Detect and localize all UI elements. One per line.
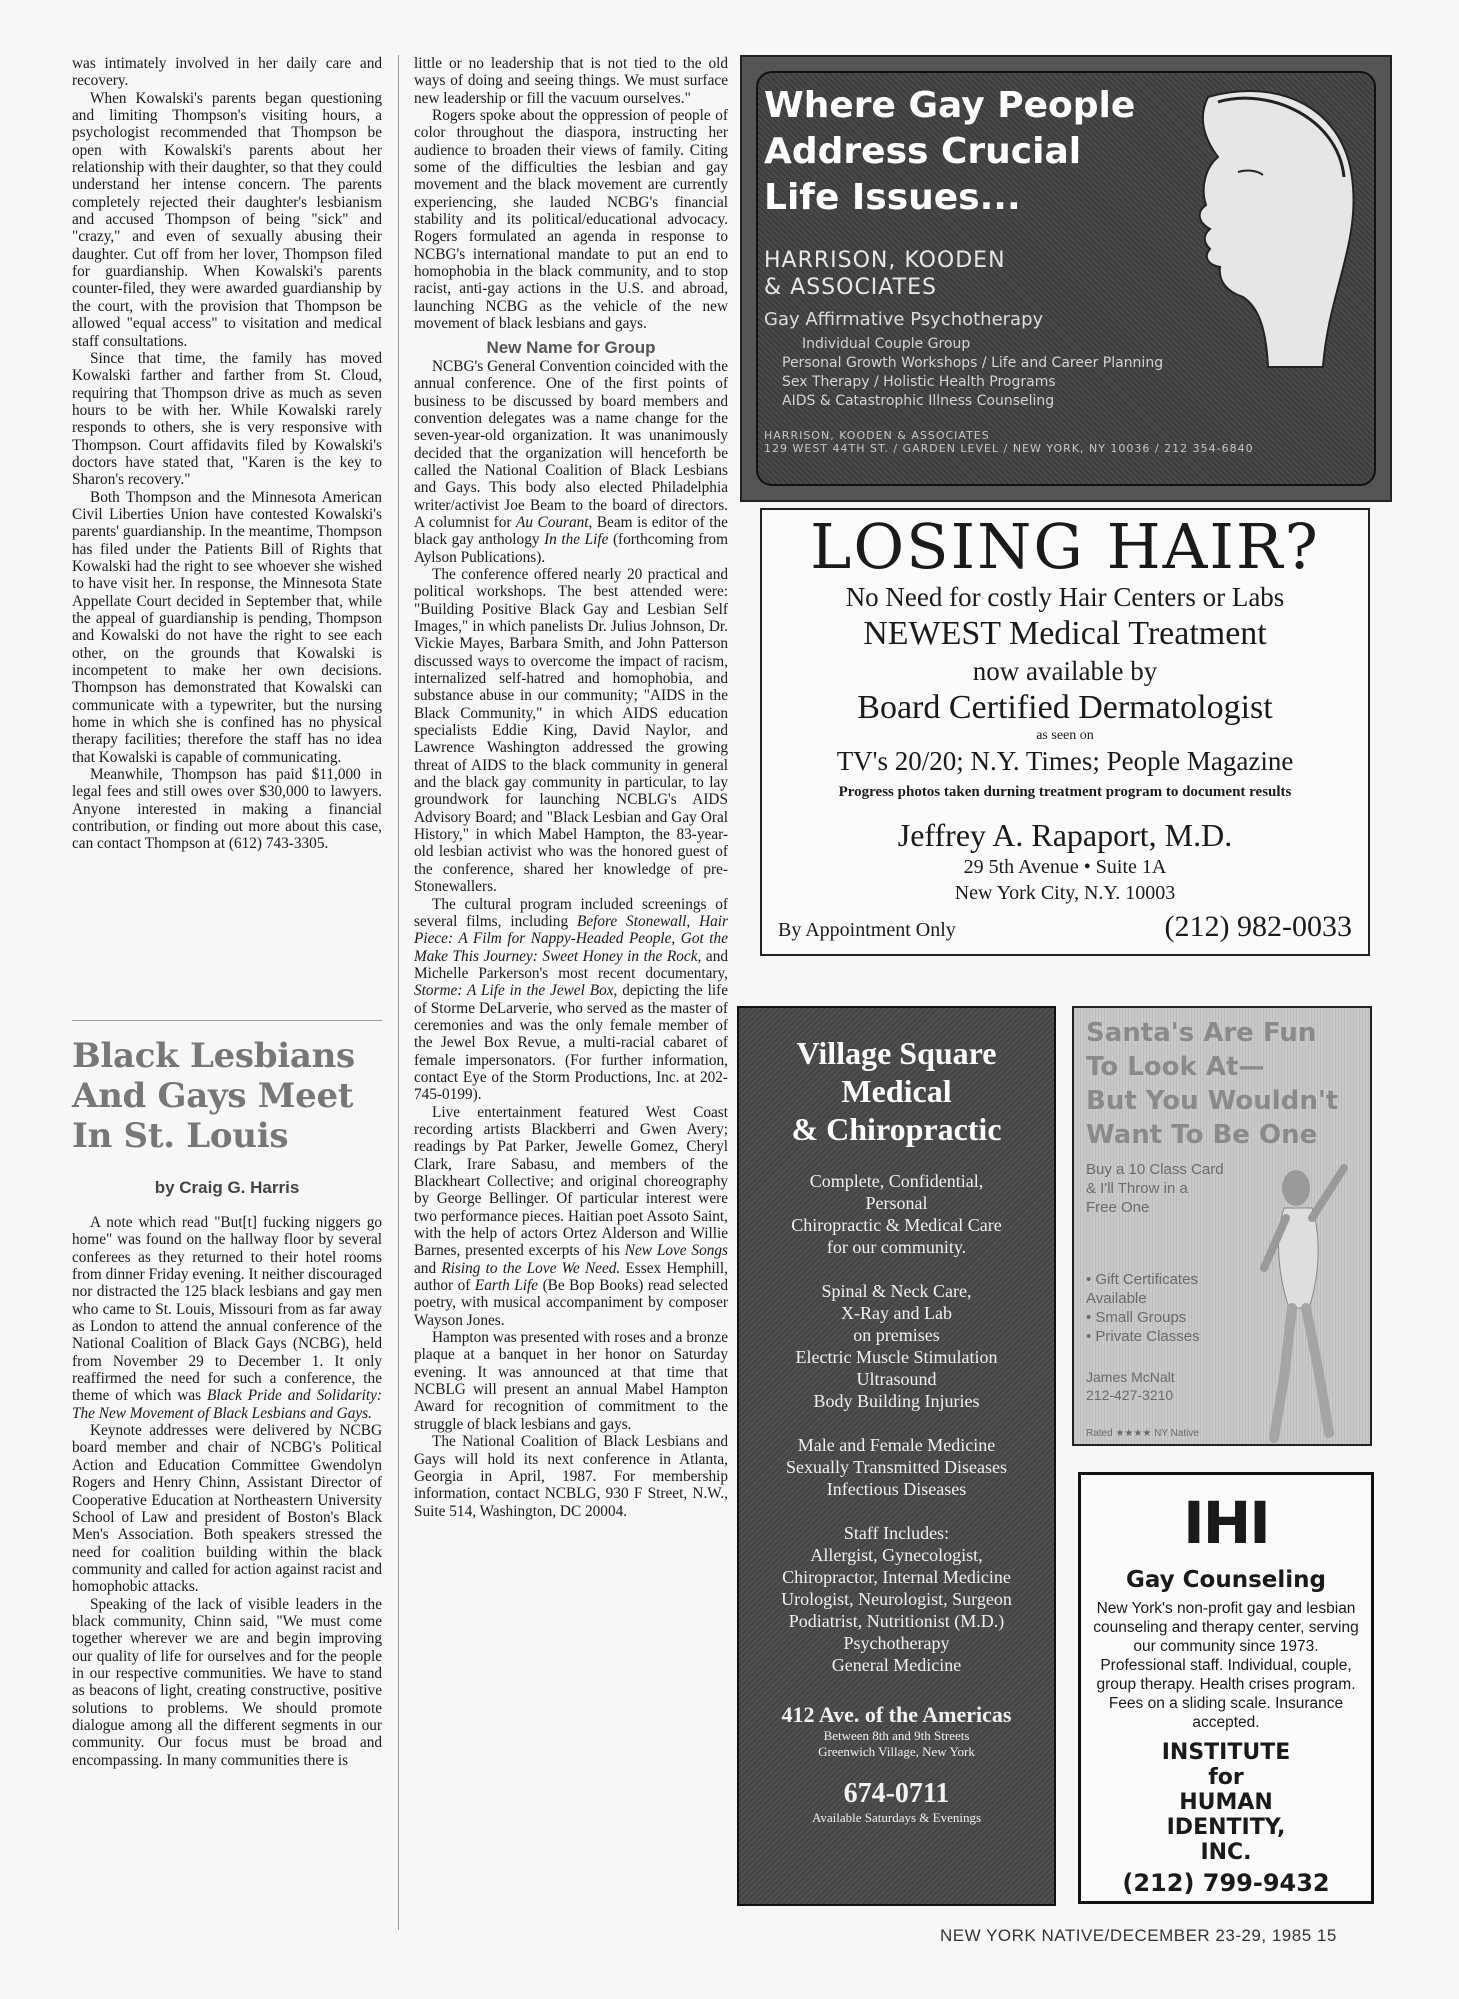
ad-line: TV's 20/20; N.Y. Times; People Magazine — [836, 746, 1294, 776]
ad-firm-name: HARRISON, KOODEN & ASSOCIATES — [764, 248, 1006, 300]
ad-body: New York's non-profit gay and lesbian counseling and therapy center, serving our community since 1973. Professional staff. Individual, couple, group therapy. Health crises program. Fees on a sliding scale. Insurance accepted. — [1093, 1600, 1359, 1731]
paragraph: Keynote addresses were delivered by NCBG board member and chair of NCBG's Political Action and Education Committee Gwendolyn Rogers and Henry Chinn, Assistant Director of Cooperative Education at Northeastern University School of Law and president of Boston's Black Men's Association. Both speakers stressed the need for coalition building within the black community and called for action against racist and homophobic attacks. — [72, 1422, 382, 1596]
ad-village-square — [737, 1006, 1056, 1906]
section-divider — [72, 1020, 382, 1021]
ad-list: • Gift Certificates Available • Small Groups • Private Classes — [1086, 1271, 1200, 1345]
ad-hours: Available Saturdays & Evenings — [811, 1810, 982, 1825]
ihi-logo: IHI — [1183, 1489, 1269, 1557]
ad-headline: Gay Counseling — [1125, 1567, 1326, 1593]
ad-block: Male and Female Medicine Sexually Transmitted Diseases Infectious Diseases — [786, 1435, 1007, 1499]
article-byline: by Craig G. Harris — [154, 1178, 300, 1197]
paragraph: Hampton was presented with roses and a bronze plaque at a banquet in her honor on Saturday evening. It was announced at that time that NCBLG will present an annual Mabel Hampton Award for recognition of commitment to the struggle of black lesbians and gays. — [414, 1329, 728, 1433]
ad-line: NEWEST Medical Treatment — [863, 615, 1267, 652]
article-column-2 — [414, 55, 728, 1520]
ad-line: No Need for costly Hair Centers or Labs — [845, 582, 1285, 612]
ad-line: Board Certified Dermatologist — [857, 689, 1273, 726]
paragraph: The conference offered nearly 20 practical and political workshops. The best attended were: "Building Positive Black Gay and Lesbian Self Images," in which panelists Dr. Julius Johnson, Dr. Vickie Mayes, Barbara Smith, and John Patterson discussed ways to overcome the impact of racism, internalized self-hatred and homophobia, and substance abuse in our community; "AIDS in the Black Community," in which AIDS education specialists Eddie King, David Naylor, and Lawrence Washington addressed the growing threat of AIDS to the black community in general and the black gay community in particular, to lay groundwork for launching NCBLG's AIDS Advisory Board; and "Black Lesbian and Gay Oral History," in which Mabel Hampton, the 83-year-old lesbian activist who was the honored guest of the conference, shared her knowledge of pre-Stonewallers. — [414, 565, 728, 896]
ad-phone: 674-0711 — [843, 1778, 950, 1809]
ad-headline: Where Gay People Address Crucial Life Issues... — [764, 85, 1136, 218]
ad-line: Progress photos taken durning treatment program to document results — [838, 784, 1292, 800]
paragraph: Speaking of the lack of visible leaders in the black community, Chinn said, "We must come together wherever we are and begin improving our quality of life for ourselves and for the people in our respective communities. We have to stand as beacons of light, creating constructive, positive solutions to problems. We should promote dialogue among all the different segments in our community. Our focus must be broad and encompassing. In many communities there is — [72, 1595, 382, 1769]
ad-santa-fitness — [1072, 1006, 1372, 1446]
paragraph: A note which read "But[t] fucking niggers go home" was found on the hallway floor by several conferees as they returned to their hotel rooms from dinner Friday evening. It neither discouraged nor distracted the 125 black lesbians and gay men who came to St. Louis, Missouri from as far away as London to attend the annual conference of the National Coalition of Black Gays (NCBG), held from November 29 to December 1. It only reaffirmed the need for such a conference, the theme of which was Black Pride and Solidarity: The New Movement of Black Lesbians and Gays. — [72, 1214, 383, 1422]
ad-ihi-counseling — [1078, 1472, 1374, 1904]
ad-losing-hair — [760, 508, 1370, 956]
ad-block: Spinal & Neck Care, X-Ray and Lab on premises Electric Muscle Stimulation Ultrasound Body Building Injuries — [795, 1281, 998, 1411]
page-footer: NEW YORK NATIVE/DECEMBER 23-29, 1985 15 — [940, 1926, 1337, 1945]
ad-line: now available by — [972, 656, 1158, 686]
paragraph: Live entertainment featured West Coast recording artists Blackberri and Gwen Avery; readings by Pat Parker, Jewelle Gomez, Cheryl Clark, Irare Sabasu, and members of the Blackheart Collective; and original choreography by George Bellinger. Of particular interest were two performance pieces. Haitian poet Assoto Saint, with the help of actors Ortez Alderson and Willie Barnes, presented excerpts of his New Love Songs and Rising to the Love We Need. Essex Hemphill, author of Earth Life (Be Bop Books) read selected poetry, with musical accompaniment by composer Wayson Jones. — [414, 1103, 729, 1329]
paragraph: Meanwhile, Thompson has paid $11,000 in legal fees and still owes over $30,000 to lawyers. Anyone interested in making a financial contribution, or finding out more about this case, can contact Thompson at (612) 743-3305. — [72, 766, 382, 853]
article-subhead: New Name for Group — [486, 337, 656, 357]
ad-headline: Village Square Medical & Chiropractic — [791, 1035, 1002, 1147]
ad-phone: (212) 982-0033 — [1164, 910, 1352, 943]
ad-address: 412 Ave. of the Americas — [781, 1702, 1012, 1727]
paragraph: The National Coalition of Black Lesbians and Gays will hold its next conference in Atlanta, Georgia in April, 1987. For membership information, contact NCBLG, 930 F Street, N.W., Suite 514, Washington, DC 20004. — [414, 1433, 728, 1520]
ad-address-sub: Between 8th and 9th Streets Greenwich Village, New York — [818, 1728, 975, 1759]
ad-rating: Rated ★★★★ NY Native — [1086, 1428, 1199, 1439]
ad-address: HARRISON, KOODEN & ASSOCIATES 129 WEST 44TH ST. / GARDEN LEVEL / NEW YORK, NY 10036 / 212 354-6840 — [764, 429, 1254, 455]
ad-address-line: New York City, N.Y. 10003 — [954, 882, 1176, 904]
ad-block: Staff Includes: Allergist, Gynecologist, Chiropractor, Internal Medicine Urologist, Neurologist, Surgeon Podiatrist, Nutritionist (M.D.) Psychotherapy General Medicine — [781, 1523, 1012, 1675]
ad-appointment: By Appointment Only — [778, 919, 956, 941]
ad-harrison-kooden — [740, 55, 1392, 502]
paragraph: little or no leadership that is not tied to the old ways of doing and seeing things. We must surface new leadership or fill the vacuum ourselves." — [414, 55, 728, 107]
ad-contact: James McNalt 212-427-3210 — [1086, 1369, 1175, 1403]
paragraph: Since that time, the family has moved Kowalski farther and farther from St. Cloud, requiring that Thompson drive as much as seven hours to be with her. While Kowalski rarely responds to others, she is very responsive with Thompson. Court affidavits filed by Kowalski's doctors have stated that, "Karen is the key to Sharon's recovery." — [72, 349, 382, 489]
paragraph: was intimately involved in her daily care and recovery. — [72, 55, 382, 90]
ad-doctor-name: Jeffrey A. Rapaport, M.D. — [897, 817, 1233, 853]
paragraph: When Kowalski's parents began questioning and limiting Thompson's visiting hours, a psychologist recommended that Thompson be open with Kowalski's parents about her relationship with their daughter, so that they could understand her intense concern. The parents completely rejected their daughter's lesbianism and accused Thompson of being "sick" and "crazy," and even of sexually abusing their daughter. Cut off from her lover, Thompson filed for guardianship. When Kowalski's parents counter-filed, they were awarded guardianship by the court, with the provision that Thompson be allowed "equal access" to visitation and medical staff consultations. — [72, 89, 382, 350]
ad-headline: Santa's Are Fun To Look At— But You Wouldn't Want To Be One — [1086, 1018, 1339, 1150]
ad-address-line: 29 5th Avenue • Suite 1A — [963, 856, 1167, 878]
ad-institute-name: INSTITUTE for HUMAN IDENTITY, INC. — [1161, 1740, 1291, 1865]
ad-services: Individual Couple Group Personal Growth Workshops / Life and Career Planning Sex Therapy / Holistic Health Programs AIDS & Catastrophic Illness Counseling — [782, 336, 1164, 409]
article-column-1-body — [72, 1214, 382, 1769]
paragraph: Both Thompson and the Minnesota American Civil Liberties Union have contested Kowalski's parents' guardianship. In the meantime, Thompson has filed under the Patients Bill of Rights that Kowalski had the right to see whoever she wished to have visit her. In response, the Minnesota State Appellate Court decided in September that, while the appeal of guardianship is pending, Thompson and Kowalski do not have the right to see each other, on the grounds that Kowalski is incompetent to make her own decisions. Thompson has demonstrated that Kowalski can communicate with a typewriter, but the nursing home in which she is confined has no physical therapy facilities; therefore the staff has no idea that Kowalski is capable of communicating. — [72, 488, 382, 766]
ad-block: Complete, Confidential, Personal Chiropractic & Medical Care for our community. — [791, 1171, 1002, 1257]
article-headline: Black Lesbians And Gays Meet In St. Louis — [72, 1036, 355, 1156]
ad-headline: LOSING HAIR? — [810, 510, 1320, 583]
face-profile-illustration — [1148, 77, 1368, 377]
ad-subtitle: Gay Affirmative Psychotherapy — [764, 309, 1044, 330]
ad-footer — [778, 910, 1352, 944]
ad-line: as seen on — [1036, 728, 1094, 743]
paragraph: The cultural program included screenings of several films, including Before Stonewall, Hair Piece: A Film for Nappy-Headed People, Got the Make This Journey: Sweet Honey in the Rock, and Michelle Parkerson's most recent documentary, Storme: A Life in the Jewel Box, depicting the life of Storme DeLarverie, who served as the master of ceremonies and was the only female member of the Jewel Box Revue, a multi-racial cabaret of female impersonators. (For further information, contact Eye of the Storm Productions, Inc. at 202-745-0199). — [414, 895, 728, 1104]
article-column-1 — [72, 55, 382, 853]
ad-phone: (212) 799-9432 — [1122, 1869, 1330, 1897]
paragraph: Rogers spoke about the oppression of people of color throughout the diaspora, instructing her audience to broaden their views of family. Citing some of the difficulties the lesbian and gay movement and the black movement are currently experiencing, she lauded NCBG's financial stability and its political/educational advocacy. Rogers formulated an agenda in response to NCBG's international mandate to put an end to homophobia in the black community, and to stop racist, anti-gay actions in the U.S. and abroad, launching NCBG as the vehicle of the new movement of black lesbians and gays. — [414, 107, 728, 333]
paragraph: NCBG's General Convention coincided with the annual conference. One of the first points of business to be discussed by board members and convention delegates was a name change for the seven-year-old organization. It was unanimously decided that the organization will henceforth be called the National Coalition of Black Lesbians and Gays. This body also elected Philadelphia writer/activist Joe Beam to the board of directors. A columnist for Au Courant, Beam is editor of the black gay anthology In the Life (forthcoming from Aylson Publications). — [414, 357, 728, 566]
dancer-photo — [1234, 1148, 1364, 1448]
column-divider — [398, 55, 399, 1930]
ad-offer: Buy a 10 Class Card & I'll Throw in a Free One — [1086, 1161, 1224, 1216]
